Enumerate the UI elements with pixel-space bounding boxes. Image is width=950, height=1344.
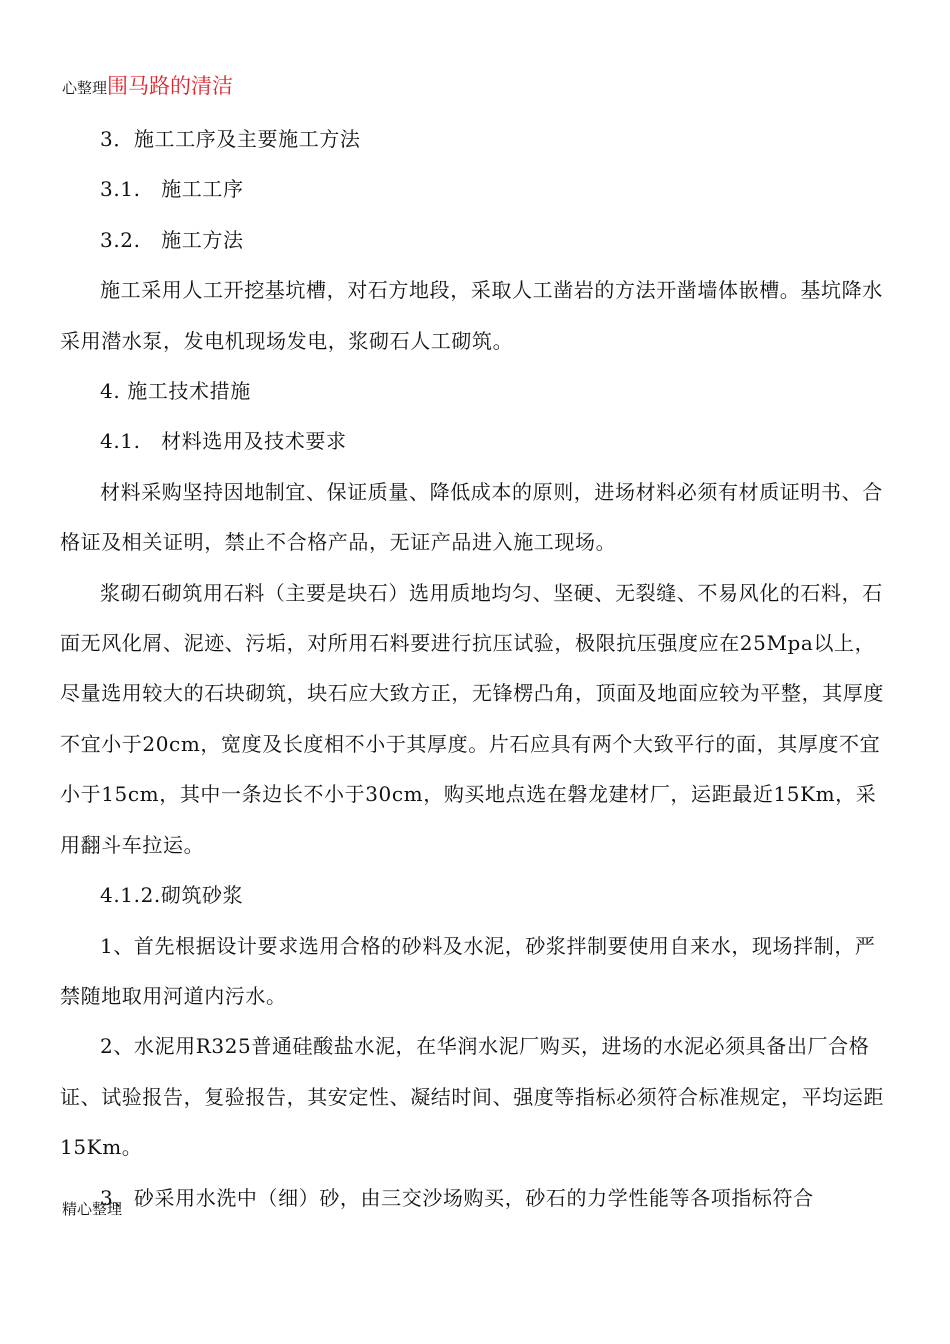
list-item-2: 2、水泥用R325普通硅酸盐水泥，在华润水泥厂购买，进场的水泥必须具备出厂合格证、试验报告，复验报告，其安定性、凝结时间、强度等指标必须符合标准规定，平均运距15Km。 — [60, 1034, 884, 1160]
header-title: 围马路的清洁 — [107, 74, 234, 98]
list-item-1: 1、首先根据设计要求选用合格的砂料及水泥，砂浆拌制要使用自来水，现场拌制，严禁随地取用河道内污水。 — [60, 933, 876, 1008]
page-footer: 精心整理 — [62, 1200, 123, 1218]
paragraph-construction-method: 施工采用人工开挖基坑槽，对石方地段，采取人工凿岩的方法开凿墙体嵌槽。基坑降水采用潜水泵，发电机现场发电，浆砌石人工砌筑。 — [60, 278, 883, 353]
subsection-heading-3-1: 3.1. 施工工序 — [100, 177, 244, 202]
header-prefix: 心整理 — [62, 79, 108, 97]
list-item-3: 3、砂采用水洗中（细）砂，由三交沙场购买，砂石的力学性能等各项指标符合 — [100, 1185, 814, 1210]
subsection-heading-4-1-2: 4.1.2.砌筑砂浆 — [100, 883, 244, 908]
page-header — [62, 70, 233, 100]
subsection-heading-4-1: 4.1. 材料选用及技术要求 — [100, 429, 347, 454]
section-heading-3: 3．施工工序及主要施工方法 — [100, 127, 361, 151]
paragraph-stone-requirements: 浆砌石砌筑用石料（主要是块石）选用质地均匀、坚硬、无裂缝、不易风化的石料，石面无风化屑、泥迹、污垢，对所用石料要进行抗压试验，极限抗压强度应在25Mpa以上，尽量选用较大的石块砌筑，块石应大致方正，无锋楞凸角，顶面及地面应较为平整，其厚度不宜小于20cm，宽度及长度相不小于其厚度。片石应具有两个大致平行的面，其厚度不宜小于15cm，其中一条边长不小于30cm，购买地点选在磐龙建材厂，运距最近15Km，采用翻斗车拉运。 — [60, 580, 884, 857]
section-heading-4: 4. 施工技术措施 — [100, 379, 251, 404]
document-body — [60, 114, 892, 1223]
subsection-heading-3-2: 3.2. 施工方法 — [100, 227, 244, 252]
paragraph-material-procurement: 材料采购坚持因地制宜、保证质量、降低成本的原则，进场材料必须有材质证明书、合格证及相关证明，禁止不合格产品，无证产品进入施工现场。 — [60, 479, 883, 555]
